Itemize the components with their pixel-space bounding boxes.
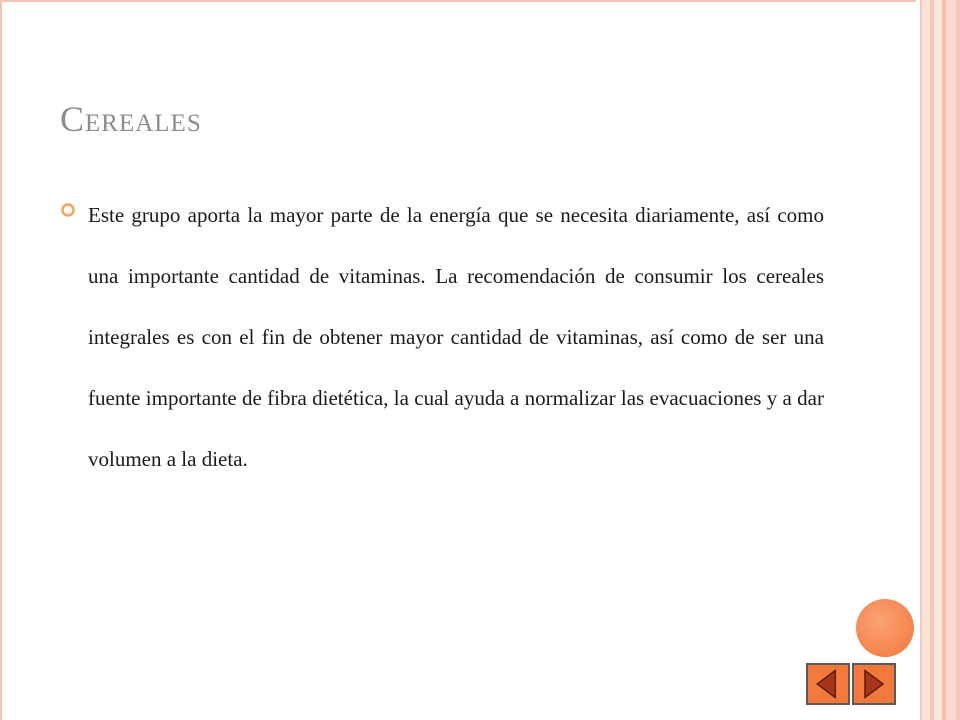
previous-slide-button[interactable]	[806, 663, 850, 705]
slide-body-text: Este grupo aporta la mayor parte de la energía que se necesita diariamente, así como una importante cantidad de vitaminas. La recomendación de consumir los cereales integrales es con el fin de obtener mayor cantidad de vitaminas, así como de ser una fuente importante de fibra dietética, la cual ayuda a normalizar las evacuaciones y a dar volumen a la dieta.	[88, 203, 824, 471]
next-slide-button[interactable]	[852, 663, 896, 705]
triangle-right-icon	[854, 665, 894, 703]
triangle-left-icon	[808, 665, 848, 703]
slide-frame-left	[0, 0, 8, 720]
slide-title: Cereales	[60, 99, 202, 139]
slide-frame-top	[0, 0, 920, 8]
decorative-circle	[856, 599, 914, 657]
bullet-icon	[60, 202, 76, 218]
decorative-stripes	[916, 0, 960, 720]
